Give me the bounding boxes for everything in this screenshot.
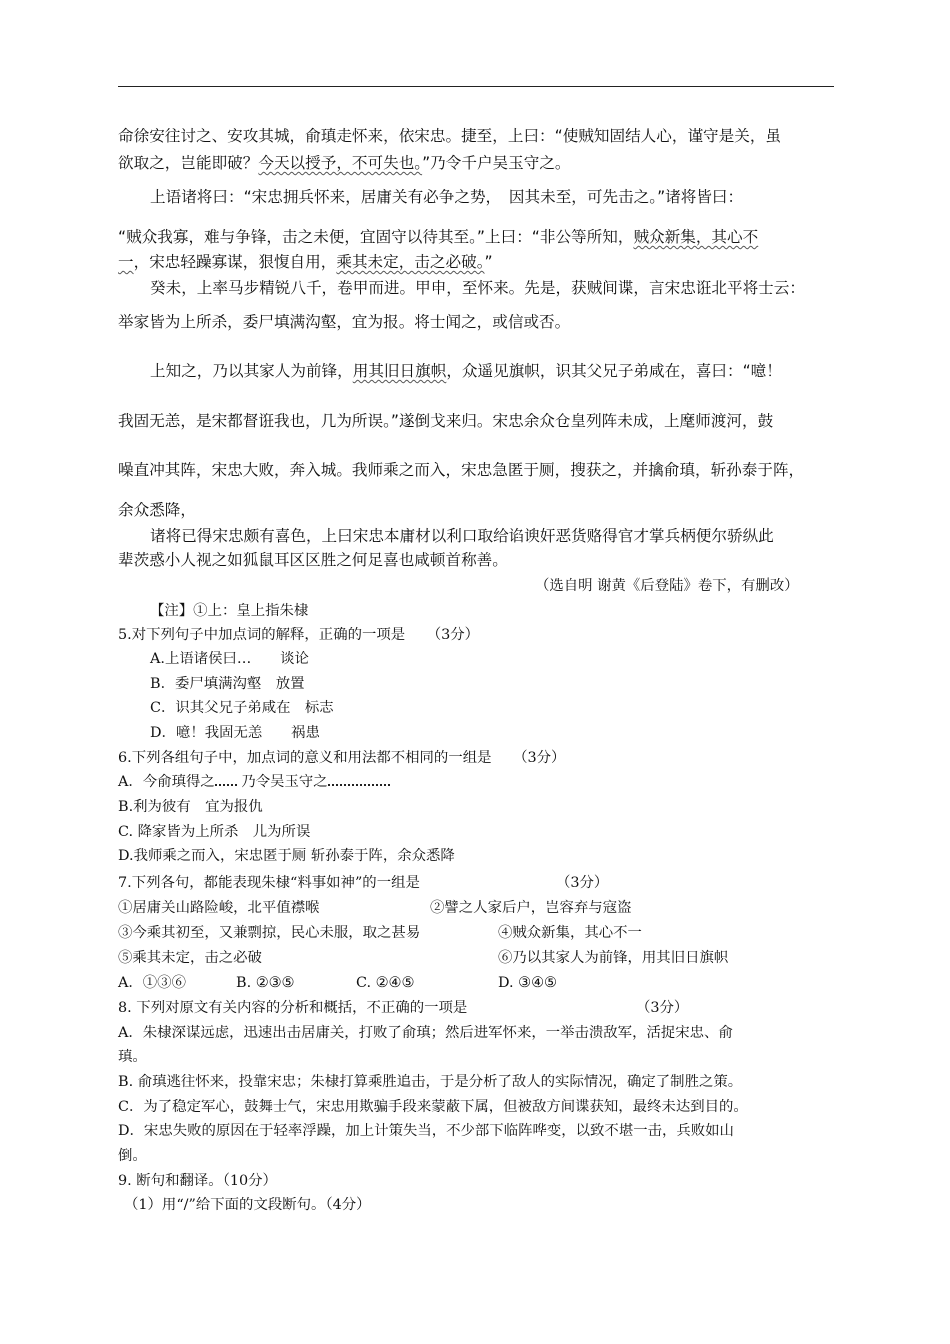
q8-option-d-line-1: D．宋忠失败的原因在于轻率浮躁，加上计策失当，不少部下临阵哗变，以致不堪一击，兵败如山 <box>118 1123 734 1139</box>
q9-stem: 9. 断句和翻译。（10分） <box>118 1173 277 1189</box>
q7-stem: 7.下列各句，都能表现朱棣“料事如神”的一组是 <box>118 875 420 891</box>
q8-option-b: B. 俞瑱逃往怀来，投靠宋忠；朱棣打算乘胜追击，于是分析了敌人的实际情况，确定了制胜之策。 <box>118 1074 743 1090</box>
header-rule <box>118 86 834 87</box>
q7-item-5: ⑤乘其未定，击之必破 <box>118 950 262 966</box>
passage-line-3: 上语诸将曰：“宋忠拥兵怀来，居庸关有必争之势， 因其未至，可先击之。”诸将皆曰： <box>150 188 744 206</box>
passage-line-7: 举家皆为上所杀，委尸填满沟壑，宜为报。将士闻之，或信或否。 <box>118 313 571 331</box>
passage-line-11: 余众悉降， <box>118 501 196 519</box>
q8-score: （3分） <box>636 1000 689 1016</box>
passage-line-13: 辈茨惑小人视之如狐鼠耳区区胜之何足喜也咸顿首称善。 <box>118 551 508 569</box>
wavy-underline-phrase: 乘其未定，击之必破。 <box>336 253 485 271</box>
q7-option-d: D. ③④⑤ <box>498 975 557 991</box>
q7-item-1: ①居庸关山路险峻，北平值襟喉 <box>118 900 320 916</box>
q7-option-a: A．①③⑥ <box>118 975 186 991</box>
footnote: 【注】①上：皇上指朱棣 <box>150 603 309 619</box>
wavy-underline-phrase: 今天以授予，不可失也。 <box>258 154 423 172</box>
passage-line-9: 我固无恙，是宋都督诳我也，几为所误。”遂倒戈来归。宋忠余众仓皇列阵未成，上麾师渡河，鼓 <box>118 412 774 430</box>
q8-stem: 8. 下列对原文有关内容的分析和概括，不正确的一项是 <box>118 1000 468 1016</box>
passage-line-6: 癸未，上率马步精锐八千，卷甲而进。甲申，至怀来。先是，获贼间谍，言宋忠诳北平将士云： <box>150 279 805 297</box>
passage-line-10: 噪直冲其阵，宋忠大败，奔入城。我师乘之而入，宋忠急匿于厕，搜获之，并擒俞瑱，斩孙泰于阵， <box>118 461 805 479</box>
q6-option-a: A．今俞瑱得之 乃令吴玉守之 <box>118 775 390 789</box>
q5-option-c: C．识其父兄子弟咸在 标志 <box>150 700 334 716</box>
q6-stem: 6.下列各组句子中，加点词的意义和用法都不相同的一组是 （3分） <box>118 750 566 766</box>
q7-item-6: ⑥乃以其家人为前锋，用其旧日旗帜 <box>498 950 729 966</box>
dotted-emphasis <box>215 784 237 786</box>
q9-sub-1: （1）用“/”给下面的文段断句。（4分） <box>124 1197 371 1213</box>
q8-option-c: C．为了稳定军心，鼓舞士气，宋忠用欺骗手段来蒙蔽下属，但被敌方间谍获知，最终未达到目的。 <box>118 1099 748 1115</box>
q7-item-3: ③今乘其初至，又兼剽掠，民心未服，取之甚易 <box>118 925 421 941</box>
q6-option-d: D.我师乘之而入，宋忠匿于厕 斩孙泰于阵，余众悉降 <box>118 848 455 864</box>
q6-option-c: C. 降家皆为上所杀 儿为所误 <box>118 824 311 840</box>
passage-line-2: 欲取之，岂能即破？今天以授予，不可失也。”乃令千户吴玉守之。 <box>118 154 571 172</box>
q8-option-a-line-2: 瑱。 <box>118 1049 147 1065</box>
q5-option-d: D．噫！我固无恙 祸患 <box>150 725 320 741</box>
wavy-underline-phrase: 贼众新集，其心不 <box>633 228 759 246</box>
passage-line-1: 命徐安往讨之、安攻其城，俞瑱走怀来，依宋忠。捷至，上曰：“使贼知固结人心，谨守是关，虽 <box>118 127 782 145</box>
passage-line-8: 上知之，乃以其家人为前锋，用其旧日旗帜，众遥见旗帜，识其父兄子弟咸在，喜曰：“噫！ <box>150 362 782 380</box>
q5-stem: 5.对下列句子中加点词的解释，正确的一项是 （3分） <box>118 627 480 643</box>
passage-line-4: “贼众我寡，难与争锋，击之未便，宜固守以待其至。”上曰：“非公等所知，贼众新集，其心不 <box>118 228 759 246</box>
q5-option-a: A.上语诸侯曰… 谈论 <box>150 651 309 667</box>
q7-option-b: B. ②③⑤ <box>236 975 295 991</box>
q7-option-c: C. ②④⑤ <box>356 975 415 991</box>
q8-option-a-line-1: A．朱棣深谋远虑，迅速出击居庸关，打败了俞瑱；然后进军怀来，一举击溃敌军，活捉宋忠、俞 <box>118 1025 733 1041</box>
q7-score: （3分） <box>556 875 609 891</box>
q7-item-2: ②譬之人家后户，岂容弃与寇盗 <box>430 900 632 916</box>
dotted-emphasis <box>328 784 390 786</box>
passage-line-12: 诸将已得宋忠颇有喜色，上曰宋忠本庸材以利口取给谄谀奸恶货赂得官才掌兵柄便尔骄纵此 <box>150 527 774 545</box>
passage-line-5: 一，宋忠轻躁寡谋，狠愎自用，乘其未定，击之必破。” <box>118 253 493 271</box>
q7-item-4: ④贼众新集，其心不一 <box>498 925 642 941</box>
passage-source: （选自明 谢黄《后登陆》卷下，有删改） <box>535 578 799 594</box>
q6-option-b: B.利为彼有 宜为报仇 <box>118 799 263 815</box>
q8-option-d-line-2: 倒。 <box>118 1148 147 1164</box>
q5-option-b: B．委尸填满沟壑 放置 <box>150 676 305 692</box>
wavy-underline-phrase: 用其旧日旗帜 <box>352 362 447 380</box>
